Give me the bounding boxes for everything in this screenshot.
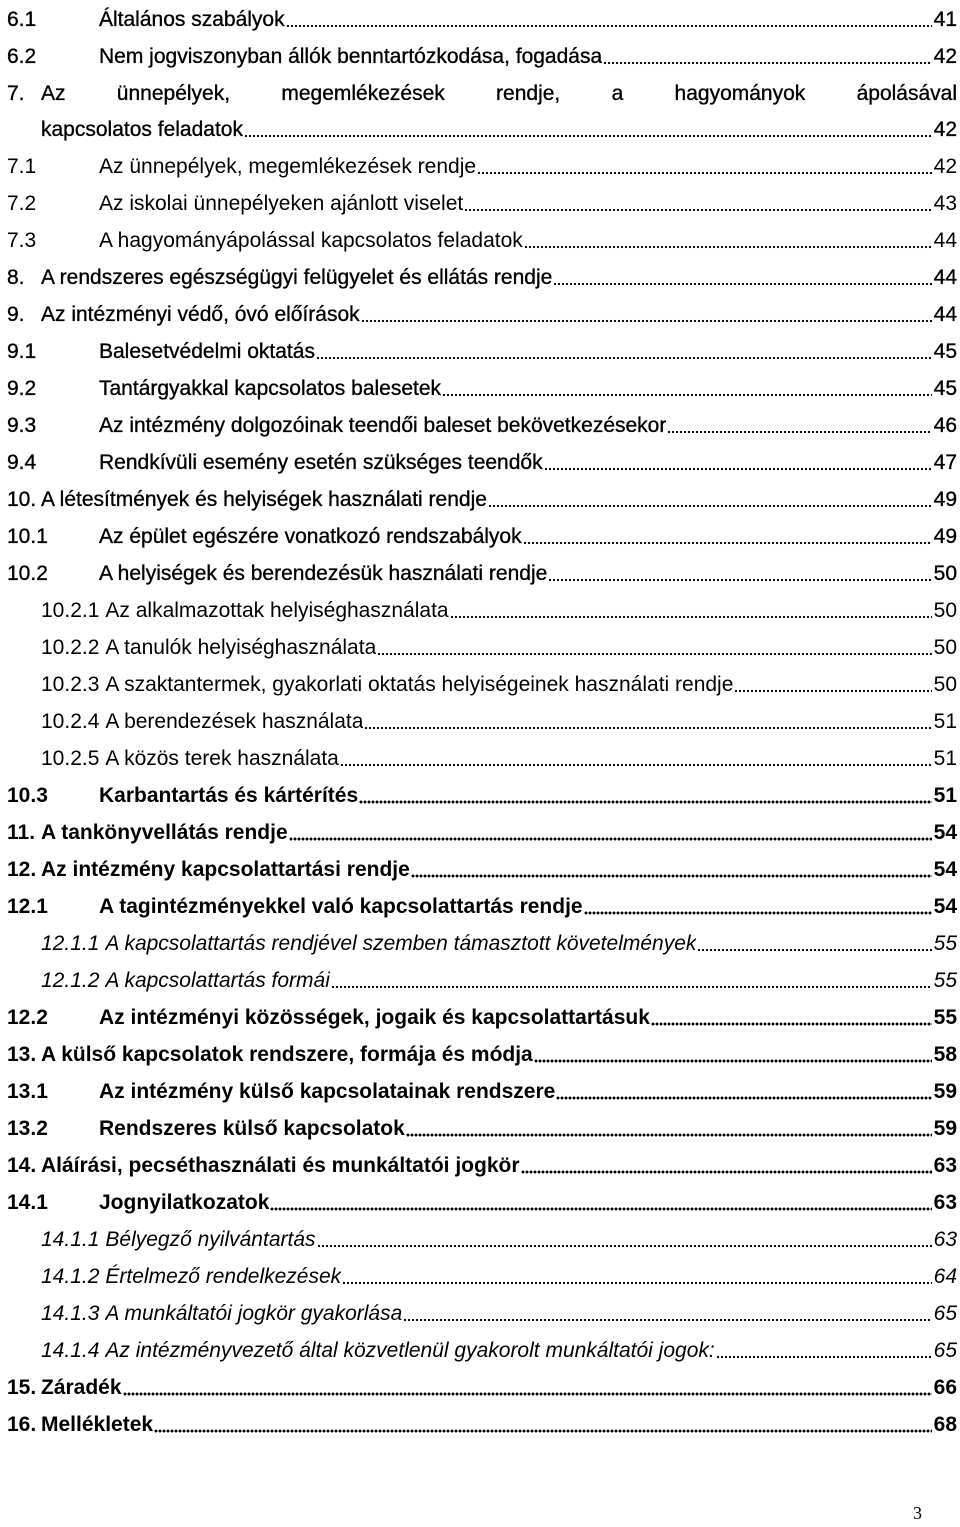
toc-entry[interactable] <box>7 1408 957 1438</box>
toc-dot-leader <box>286 24 932 28</box>
toc-entry-number: 10.2.3 <box>41 673 100 696</box>
toc-entry-title: Az intézmény kapcsolattartási rendje <box>41 858 410 881</box>
toc-entry-title: Az intézmény külső kapcsolatainak rendszere <box>99 1080 556 1103</box>
toc-dot-leader <box>340 763 932 767</box>
toc-entry-title: Záradék <box>41 1376 122 1399</box>
toc-entry-number: 7. <box>7 82 25 105</box>
toc-entry-page: 50 <box>933 636 957 659</box>
toc-entry-page: 63 <box>933 1228 957 1251</box>
toc-dot-leader <box>524 245 932 249</box>
toc-entry[interactable] <box>7 409 957 439</box>
toc-dot-leader <box>316 356 932 360</box>
toc-dot-leader <box>331 985 932 989</box>
toc-entry-page: 65 <box>933 1339 957 1362</box>
toc-entry-title: A létesítmények és helyiségek használati rendje <box>41 488 487 511</box>
toc-dot-leader <box>317 1244 932 1248</box>
toc-dot-leader <box>553 282 931 286</box>
toc-entry-number: 10.1 <box>7 525 48 548</box>
toc-entry[interactable] <box>7 964 957 994</box>
toc-dot-leader <box>244 134 932 138</box>
toc-entry-number: 12.1.1 <box>41 932 100 955</box>
toc-entry-number: 13.1 <box>7 1080 48 1103</box>
toc-entry-title: Aláírási, pecséthasználati és munkáltatói jogkör <box>41 1154 520 1177</box>
toc-entry-page: 51 <box>933 784 957 807</box>
toc-entry[interactable] <box>7 3 957 33</box>
toc-entry-page: 58 <box>933 1043 957 1066</box>
toc-entry[interactable] <box>7 483 957 513</box>
toc-entry-number: 14.1.4 <box>41 1339 100 1362</box>
toc-entry-title: Az alkalmazottak helyiséghasználata <box>105 599 449 622</box>
toc-entry-title: Az intézményi védő, óvó előírások <box>41 303 360 326</box>
toc-entry-number: 7.3 <box>7 229 37 252</box>
page-number: 3 <box>913 1503 922 1523</box>
toc-entry-title: A hagyományápolással kapcsolatos feladatok <box>99 229 523 252</box>
toc-entry-number: 14.1.2 <box>41 1265 100 1288</box>
toc-entry-page: 42 <box>933 155 957 178</box>
toc-entry[interactable] <box>7 668 957 698</box>
toc-entry-page: 41 <box>933 8 957 31</box>
toc-entry-title: A kapcsolattartás rendjével szemben támasztott követelmények <box>105 932 697 955</box>
toc-entry-title: A tanulók helyiséghasználata <box>105 636 377 659</box>
toc-dot-leader <box>488 504 932 508</box>
toc-entry-number: 13. <box>7 1043 37 1066</box>
toc-dot-leader <box>270 1207 931 1211</box>
toc-entry[interactable] <box>7 372 957 402</box>
toc-entry-title: Az intézményvezető által közvetlenül gyakorolt munkáltatói jogok: <box>105 1339 715 1362</box>
toc-dot-leader <box>667 430 931 434</box>
toc-entry-title: A tankönyvellátás rendje <box>41 821 288 844</box>
toc-entry[interactable] <box>7 187 957 217</box>
toc-dot-leader <box>377 652 931 656</box>
toc-entry-page: 47 <box>933 451 957 474</box>
toc-entry[interactable] <box>7 1223 957 1253</box>
toc-dot-leader <box>716 1355 932 1359</box>
toc-entry[interactable] <box>7 113 957 143</box>
toc-entry-page: 54 <box>933 821 957 844</box>
toc-entry[interactable] <box>7 853 957 883</box>
toc-dot-leader <box>364 726 931 730</box>
toc-entry-page: 66 <box>933 1376 957 1399</box>
toc-entry[interactable] <box>7 1112 957 1142</box>
toc-dot-leader <box>651 1022 932 1026</box>
toc-dot-leader <box>411 874 932 878</box>
toc-entry-page: 45 <box>933 377 957 400</box>
toc-entry-page: 59 <box>933 1117 957 1140</box>
toc-dot-leader <box>734 689 931 693</box>
toc-entry-number: 14.1 <box>7 1191 48 1214</box>
toc-dot-leader <box>523 541 932 545</box>
toc-entry[interactable] <box>7 1260 957 1290</box>
toc-entry-page: 59 <box>933 1080 957 1103</box>
toc-entry-title: Általános szabályok <box>99 8 285 31</box>
toc-dot-leader <box>464 208 931 212</box>
toc-entry-title: Balesetvédelmi oktatás <box>99 340 315 363</box>
toc-entry-number: 6.2 <box>7 45 37 68</box>
toc-entry-number: 9. <box>7 303 25 326</box>
toc-entry-number: 9.3 <box>7 414 37 437</box>
toc-entry-title: A külső kapcsolatok rendszere, formája és módja <box>41 1043 533 1066</box>
toc-entry-title: Értelmező rendelkezések <box>105 1265 342 1288</box>
toc-dot-leader <box>603 61 931 65</box>
toc-entry-number: 7.1 <box>7 155 37 178</box>
toc-entry-number: 12.2 <box>7 1006 48 1029</box>
toc-entry-title: A rendszeres egészségügyi felügyelet és ellátás rendje <box>41 266 553 289</box>
toc-entry[interactable] <box>7 816 957 846</box>
toc-entry[interactable] <box>7 779 957 809</box>
toc-entry[interactable] <box>7 1371 957 1401</box>
toc-entry-page: 51 <box>933 710 957 733</box>
toc-entry-title: Jognyilatkozatok <box>99 1191 270 1214</box>
toc-dot-leader <box>556 1096 931 1100</box>
toc-dot-leader <box>584 911 932 915</box>
toc-entry-title: Tantárgyakkal kapcsolatos balesetek <box>99 377 442 400</box>
toc-entry[interactable] <box>7 77 957 107</box>
toc-dot-leader <box>442 393 932 397</box>
toc-entry[interactable] <box>7 631 957 661</box>
toc-entry-page: 49 <box>933 525 957 548</box>
toc-entry-page: 64 <box>933 1265 957 1288</box>
toc-entry-page: 44 <box>933 266 957 289</box>
toc-entry-number: 10.2.5 <box>41 747 100 770</box>
toc-entry-page: 54 <box>933 895 957 918</box>
toc-dot-leader <box>403 1318 931 1322</box>
toc-entry-page: 63 <box>933 1154 957 1177</box>
toc-entry-page: 50 <box>933 562 957 585</box>
toc-dot-leader <box>154 1429 932 1433</box>
toc-entry-title: A tagintézményekkel való kapcsolattartás rendje <box>99 895 583 918</box>
toc-entry-number: 9.1 <box>7 340 37 363</box>
toc-entry-page: 45 <box>933 340 957 363</box>
toc-entry[interactable] <box>7 1186 957 1216</box>
toc-entry[interactable] <box>7 594 957 624</box>
toc-entry-page: 43 <box>933 192 957 215</box>
toc-entry[interactable] <box>7 1075 957 1105</box>
toc-entry[interactable] <box>7 927 957 957</box>
toc-entry-title: Nem jogviszonyban állók benntartózkodása, fogadása <box>99 45 603 68</box>
toc-entry-number: 10.2 <box>7 562 48 585</box>
toc-entry-page: 55 <box>933 932 957 955</box>
toc-dot-leader <box>521 1170 932 1174</box>
toc-entry-number: 15. <box>7 1376 37 1399</box>
toc-entry-number: 10.2.2 <box>41 636 100 659</box>
toc-dot-leader <box>359 800 932 804</box>
toc-entry[interactable] <box>7 1334 957 1364</box>
toc-dot-leader <box>361 319 932 323</box>
toc-entry-number: 12.1 <box>7 895 48 918</box>
toc-dot-leader <box>289 837 932 841</box>
toc-entry-title: Az intézményi közösségek, jogaik és kapcsolattartásuk <box>99 1006 650 1029</box>
toc-entry-page: 55 <box>933 969 957 992</box>
toc-entry-title: kapcsolatos feladatok <box>41 118 243 141</box>
toc-dot-leader <box>450 615 932 619</box>
toc-entry-number: 11. <box>7 821 36 844</box>
toc-entry-title: Rendszeres külső kapcsolatok <box>99 1117 405 1140</box>
toc-entry-title: A szaktantermek, gyakorlati oktatás helyiségeinek használati rendje <box>105 673 734 696</box>
toc-dot-leader <box>342 1281 931 1285</box>
toc-entry-page: 55 <box>933 1006 957 1029</box>
toc-entry-page: 46 <box>933 414 957 437</box>
toc-entry[interactable] <box>7 742 957 772</box>
toc-entry-page: 51 <box>933 747 957 770</box>
toc-entry-number: 13.2 <box>7 1117 48 1140</box>
toc-entry-title: Az intézmény dolgozóinak teendői baleset bekövetkezésekor <box>99 414 667 437</box>
toc-dot-leader <box>548 578 931 582</box>
toc-entry[interactable] <box>7 335 957 365</box>
toc-entry[interactable] <box>7 40 957 70</box>
toc-entry-title: A berendezések használata <box>105 710 364 733</box>
toc-entry[interactable] <box>7 1297 957 1327</box>
toc-entry-number: 9.4 <box>7 451 37 474</box>
toc-entry-number: 10. <box>7 488 37 511</box>
toc-entry-title: Az épület egészére vonatkozó rendszabályok <box>99 525 522 548</box>
toc-entry-number: 9.2 <box>7 377 37 400</box>
toc-entry-number: 12. <box>7 858 37 881</box>
toc-entry-page: 50 <box>933 673 957 696</box>
toc-dot-leader <box>534 1059 932 1063</box>
toc-entry[interactable] <box>7 150 957 180</box>
toc-entry-title: Rendkívüli esemény esetén szükséges teendők <box>99 451 543 474</box>
toc-entry-page: 42 <box>933 118 957 141</box>
toc-entry-page: 44 <box>933 303 957 326</box>
toc-entry[interactable] <box>7 446 957 476</box>
toc-entry-page: 68 <box>933 1413 957 1436</box>
toc-entry-title: Bélyegző nyilvántartás <box>105 1228 316 1251</box>
toc-entry-number: 14.1.3 <box>41 1302 100 1325</box>
toc-dot-leader <box>697 948 931 952</box>
toc-entry-title: Az ünnepélyek, megemlékezések rendje, a hagyományok ápolásával <box>41 82 957 105</box>
toc-entry[interactable] <box>7 1038 957 1068</box>
toc-entry-number: 12.1.2 <box>41 969 100 992</box>
toc-entry[interactable] <box>7 261 957 291</box>
toc-entry[interactable] <box>7 224 957 254</box>
toc-entry-page: 42 <box>933 45 957 68</box>
toc-entry[interactable] <box>7 1001 957 1031</box>
toc-dot-leader <box>406 1133 932 1137</box>
toc-entry-number: 10.2.4 <box>41 710 100 733</box>
toc-entry-number: 10.2.1 <box>41 599 100 622</box>
toc-entry-title: Az ünnepélyek, megemlékezések rendje <box>99 155 477 178</box>
toc-entry[interactable] <box>7 557 957 587</box>
toc-entry-page: 49 <box>933 488 957 511</box>
toc-entry-page: 65 <box>933 1302 957 1325</box>
toc-dot-leader <box>544 467 932 471</box>
toc-entry-title: A kapcsolattartás formái <box>105 969 330 992</box>
toc-entry[interactable] <box>7 298 957 328</box>
toc-entry-title: Karbantartás és kártérítés <box>99 784 359 807</box>
toc-entry-number: 14. <box>7 1154 37 1177</box>
toc-entry-page: 44 <box>933 229 957 252</box>
toc-entry-title: Az iskolai ünnepélyeken ajánlott viselet <box>99 192 464 215</box>
toc-entry-page: 54 <box>933 858 957 881</box>
toc-entry[interactable] <box>7 520 957 550</box>
toc-entry-number: 14.1.1 <box>41 1228 100 1251</box>
toc-entry-title: A munkáltatói jogkör gyakorlása <box>105 1302 403 1325</box>
toc-dot-leader <box>123 1392 932 1396</box>
toc-entry[interactable] <box>7 890 957 920</box>
toc-entry-title: A közös terek használata <box>105 747 339 770</box>
toc-entry-number: 7.2 <box>7 192 37 215</box>
toc-entry-number: 6.1 <box>7 8 37 31</box>
toc-entry-number: 8. <box>7 266 25 289</box>
toc-entry-page: 50 <box>933 599 957 622</box>
toc-entry[interactable] <box>7 1149 957 1179</box>
toc-dot-leader <box>477 171 932 175</box>
toc-entry[interactable] <box>7 705 957 735</box>
toc-entry-title: Mellékletek <box>41 1413 154 1436</box>
toc-entry-title: A helyiségek és berendezésük használati rendje <box>99 562 548 585</box>
toc-entry-page: 63 <box>933 1191 957 1214</box>
toc-entry-number: 10.3 <box>7 784 48 807</box>
toc-entry-number: 16. <box>7 1413 37 1436</box>
